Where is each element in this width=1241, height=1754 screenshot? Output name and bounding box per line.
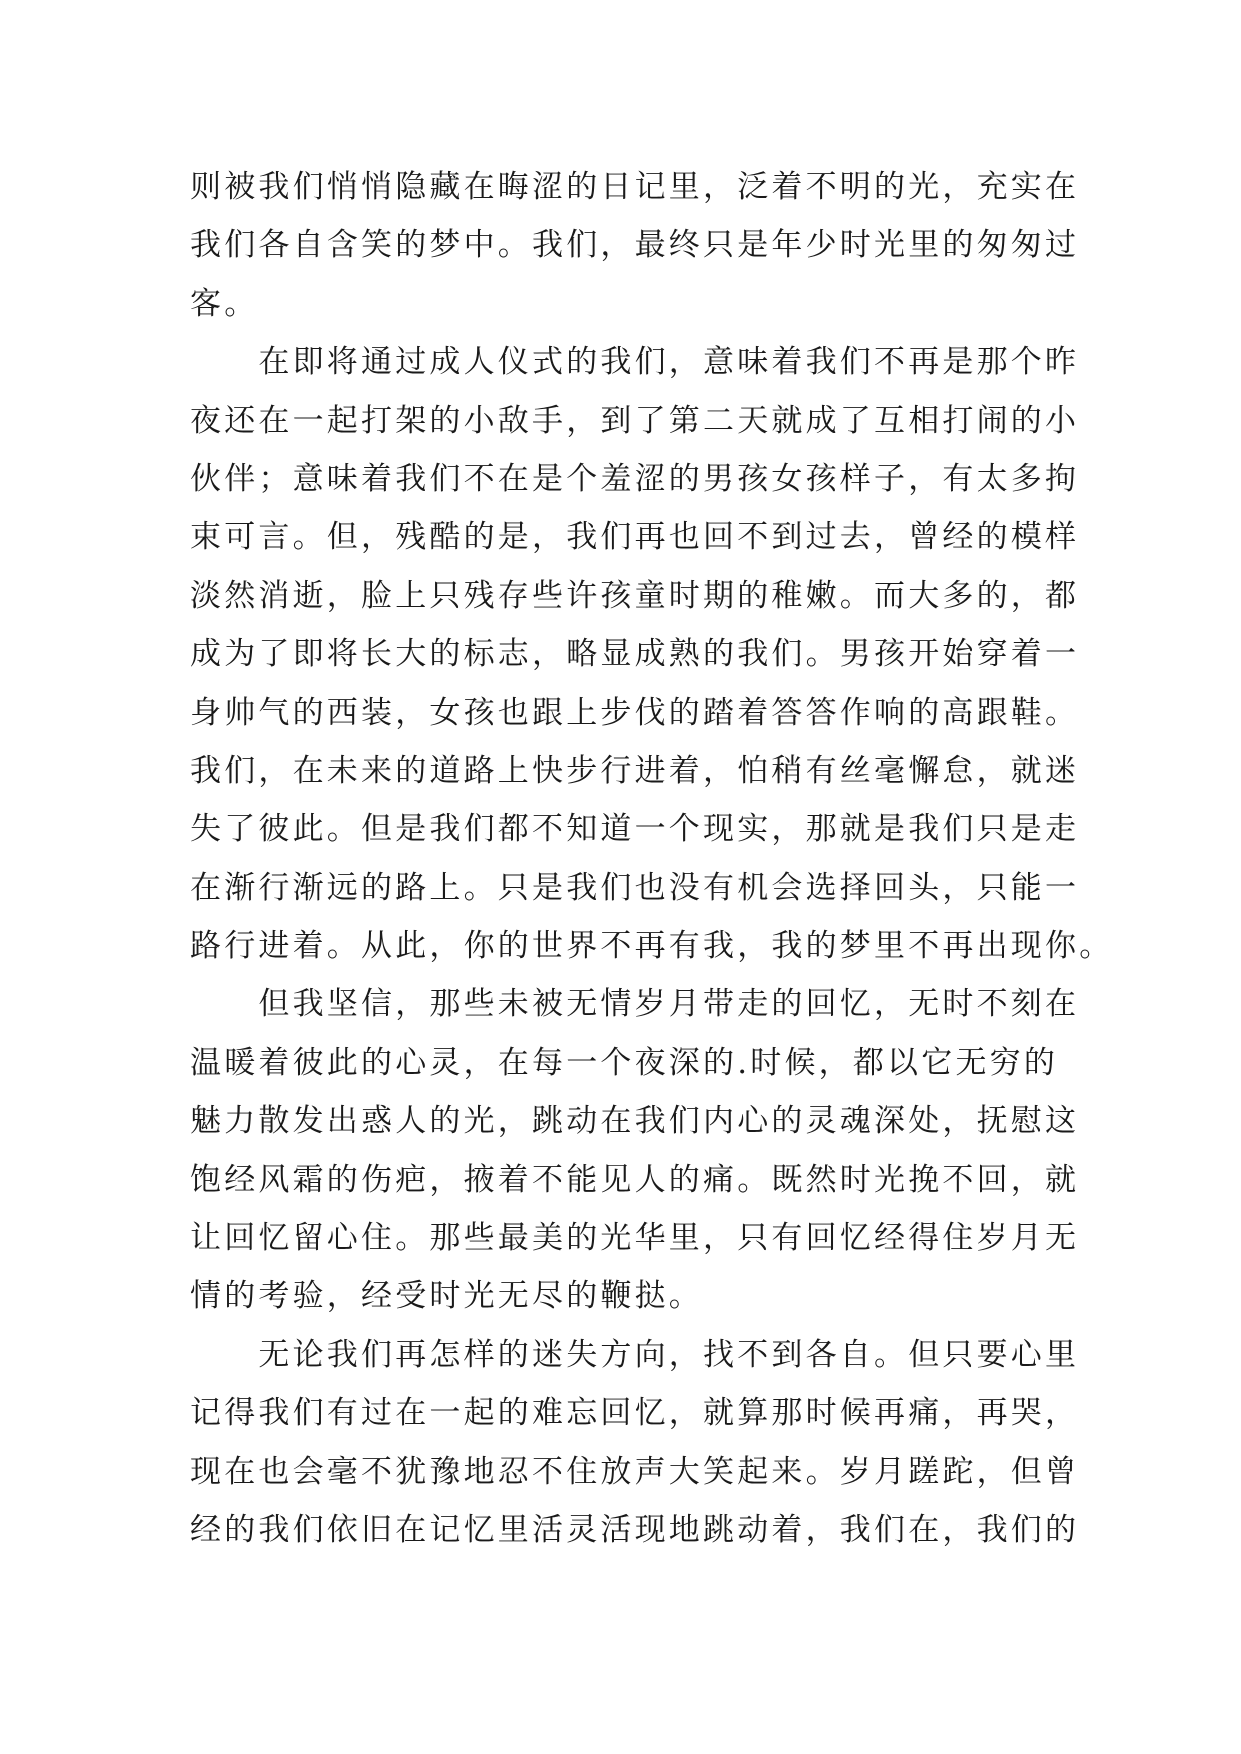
text-line: 记得我们有过在一起的难忘回忆，就算那时候再痛，再哭， bbox=[190, 1395, 1080, 1432]
text-line: 则被我们悄悄隐藏在晦涩的日记里，泛着不明的光，充实在 bbox=[190, 169, 1080, 205]
text-line: 情的考验，经受时光无尽的鞭挞。 bbox=[190, 1278, 703, 1315]
text-line: 束可言。但，残酷的是，我们再也回不到过去，曾经的模样 bbox=[190, 519, 1080, 556]
text-line: 无论我们再怎样的迷失方向，找不到各自。但只要心里 bbox=[190, 1336, 1080, 1373]
text-line: 让回忆留心住。那些最美的光华里，只有回忆经得住岁月无 bbox=[190, 1220, 1080, 1257]
text-line: 淡然消逝，脸上只残存些许孩童时期的稚嫩。而大多的，都 bbox=[190, 577, 1080, 614]
text-line: 身帅气的西装，女孩也跟上步伐的踏着答答作响的高跟鞋。 bbox=[190, 694, 1080, 731]
body-text bbox=[190, 158, 1114, 1559]
text-line: 但我坚信，那些未被无情岁月带走的回忆，无时不刻在 bbox=[190, 986, 1080, 1023]
text-line: 路行进着。从此，你的世界不再有我，我的梦里不再出现你。 bbox=[190, 928, 1114, 965]
text-line: 伙伴；意味着我们不在是个羞涩的男孩女孩样子，有太多拘 bbox=[190, 460, 1080, 497]
text-line: 在即将通过成人仪式的我们，意味着我们不再是那个昨 bbox=[190, 344, 1080, 381]
text-line: 失了彼此。但是我们都不知道一个现实，那就是我们只是走 bbox=[190, 811, 1080, 848]
text-line: 成为了即将长大的标志，略显成熟的我们。男孩开始穿着一 bbox=[190, 636, 1080, 673]
text-line: 经的我们依旧在记忆里活灵活现地跳动着，我们在，我们的 bbox=[190, 1511, 1080, 1548]
text-line: 在渐行渐远的路上。只是我们也没有机会选择回头，只能一 bbox=[190, 869, 1080, 906]
text-line: 现在也会毫不犹豫地忍不住放声大笑起来。岁月蹉跎，但曾 bbox=[190, 1453, 1080, 1490]
text-line: 魅力散发出惑人的光，跳动在我们内心的灵魂深处，抚慰这 bbox=[190, 1103, 1080, 1140]
text-line: 温暖着彼此的心灵，在每一个夜深的.时候，都以它无穷的 bbox=[190, 1044, 1059, 1081]
text-line: 饱经风霜的伤疤，掖着不能见人的痛。既然时光挽不回，就 bbox=[190, 1161, 1080, 1198]
text-line: 我们各自含笑的梦中。我们，最终只是年少时光里的匆匆过 bbox=[190, 227, 1080, 264]
text-line: 夜还在一起打架的小敌手，到了第二天就成了互相打闹的小 bbox=[190, 402, 1080, 439]
text-line: 客。 bbox=[190, 285, 259, 322]
text-line: 我们，在未来的道路上快步行进着，怕稍有丝毫懈怠，就迷 bbox=[190, 752, 1080, 789]
